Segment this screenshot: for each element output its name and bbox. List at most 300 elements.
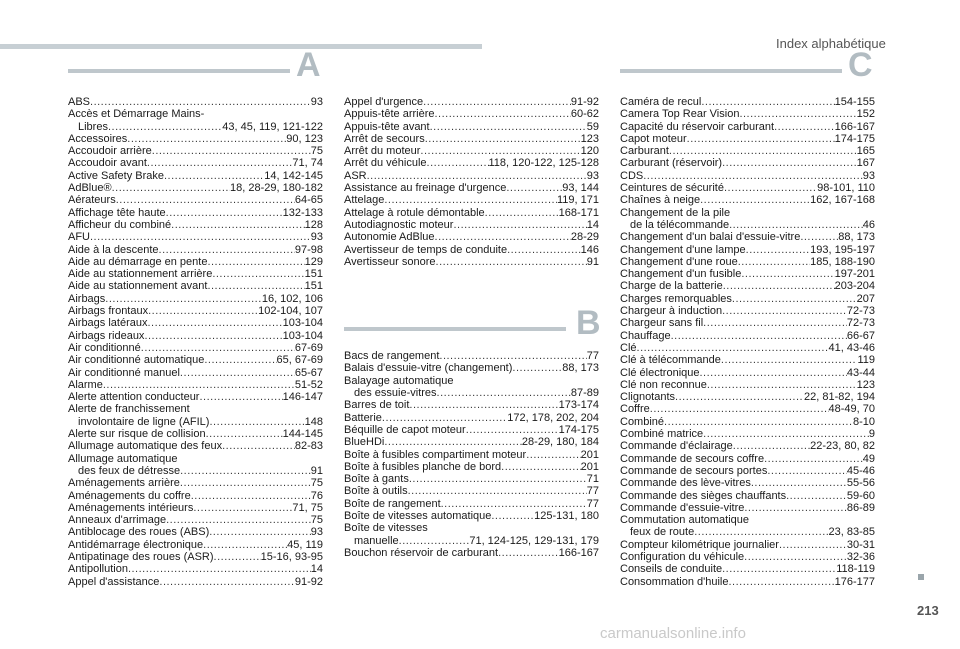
index-entry <box>620 403 875 415</box>
index-column-2 <box>344 96 599 559</box>
leader-dots <box>209 526 311 538</box>
index-entry <box>620 490 875 502</box>
index-entry-pages: 16, 102, 106 <box>261 292 323 305</box>
index-entry-term: Alerte de franchissement <box>68 403 190 416</box>
index-entry <box>620 121 875 133</box>
index-entry <box>344 170 599 182</box>
index-entry-pages: 55-56 <box>846 477 875 490</box>
leader-dots <box>171 219 305 231</box>
leader-dots <box>453 219 586 231</box>
index-entry-term: Attelage à rotule démontable <box>344 206 485 219</box>
index-entry-term: Charges remorquables <box>620 292 732 305</box>
index-entry <box>620 453 875 465</box>
index-entry-pages: 91 <box>310 464 323 477</box>
index-entry-term: Commande d'éclairage <box>620 440 733 453</box>
index-entry-pages: 48-49, 70 <box>828 403 875 416</box>
watermark-text: carmanualsonline.info <box>600 625 746 642</box>
index-entry-pages: 98-101, 110 <box>817 182 875 195</box>
section-rule <box>68 69 290 73</box>
index-entry-pages: 49 <box>862 452 875 465</box>
index-entry-pages: 43-44 <box>846 366 875 379</box>
index-entry-term: Commande de secours portes <box>620 464 768 477</box>
index-entry <box>620 526 875 538</box>
index-entry <box>68 317 323 329</box>
index-entry-pages: 168-171 <box>558 206 599 219</box>
leader-dots <box>700 367 847 379</box>
index-entry <box>344 535 599 547</box>
index-entry <box>68 268 323 280</box>
index-entry-pages: 45-46 <box>846 464 875 477</box>
index-entry <box>344 121 599 133</box>
index-entry-pages: 30-31 <box>846 538 875 551</box>
index-entry-pages: 125-131, 180 <box>534 510 599 523</box>
index-entry-pages: 119 <box>857 354 875 367</box>
index-entry-pages: 103-104 <box>282 329 323 342</box>
index-entry-term: Airbags frontaux <box>68 305 149 318</box>
index-entry-list <box>344 96 599 268</box>
index-entry-term: Chaînes à neige <box>620 194 701 207</box>
index-entry-term: Clé électronique <box>620 366 700 379</box>
index-entry-term: Commande des lève-vitres <box>620 477 751 490</box>
index-entry-term: Clé <box>620 341 637 354</box>
leader-dots <box>382 412 507 424</box>
top-rule <box>0 44 482 49</box>
index-entry-term: ASR <box>344 169 367 182</box>
leader-dots <box>209 416 304 428</box>
leader-dots <box>90 96 311 108</box>
index-entry-pages: 87-89 <box>570 387 599 400</box>
index-entry-pages: 66-67 <box>846 329 875 342</box>
index-entry <box>620 133 875 145</box>
index-entry-term: Appuis-tête avant <box>344 120 430 133</box>
index-entry <box>620 576 875 588</box>
index-entry-term: Combiné <box>620 415 665 428</box>
index-entry-pages: 59-60 <box>846 489 875 502</box>
index-entry-term: Clé non reconnue <box>620 378 707 391</box>
index-entry <box>68 354 323 366</box>
index-entry <box>344 399 599 411</box>
section-letter: A <box>296 46 321 84</box>
index-entry-pages: 118-119 <box>836 563 875 576</box>
index-entry-pages: 86-89 <box>846 501 875 514</box>
index-entry <box>68 576 323 588</box>
index-entry-term: Aérateurs <box>68 194 116 207</box>
index-entry-pages: 154-155 <box>834 96 875 108</box>
index-entry-pages: 71, 75 <box>292 501 323 514</box>
index-entry <box>68 157 323 169</box>
index-entry-term: Libres <box>78 120 108 133</box>
index-entry-pages: 197-201 <box>834 268 875 281</box>
index-entry <box>620 539 875 551</box>
leader-dots <box>669 145 857 157</box>
index-entry <box>68 194 323 206</box>
index-entry <box>344 424 599 436</box>
leader-dots <box>441 498 587 510</box>
index-entry-term: Autonomie AdBlue <box>344 231 435 244</box>
index-entry-pages: 64-65 <box>294 194 323 207</box>
leader-dots <box>204 354 276 366</box>
index-entry-term: Avertisseur de temps de conduite <box>344 243 508 256</box>
index-entry <box>68 256 323 268</box>
index-entry-term: Accoudoir arrière <box>68 145 152 158</box>
index-entry-term: Clignotants <box>620 391 676 404</box>
leader-dots <box>436 256 587 268</box>
index-entry-pages: 128 <box>304 218 323 231</box>
index-entry-pages: 75 <box>310 477 323 490</box>
index-entry <box>620 563 875 575</box>
section-letter: C <box>848 46 873 84</box>
index-entry <box>344 436 599 448</box>
leader-dots <box>637 342 829 354</box>
index-entry <box>620 330 875 342</box>
index-entry <box>68 133 323 145</box>
index-entry-term: manuelle <box>354 534 399 547</box>
section-rule <box>344 327 566 331</box>
leader-dots <box>409 473 587 485</box>
index-entry <box>68 170 323 182</box>
index-entry <box>344 412 599 424</box>
leader-dots <box>739 108 856 120</box>
section-rule <box>620 69 842 73</box>
index-entry <box>620 502 875 514</box>
index-entry-pages: 185, 188-190 <box>810 255 875 268</box>
leader-dots <box>103 379 295 391</box>
index-entry-term: AdBlue® <box>68 182 112 195</box>
index-entry <box>620 354 875 366</box>
leader-dots <box>367 170 587 182</box>
index-entry <box>620 305 875 317</box>
index-entry-pages: 93, 144 <box>562 182 599 195</box>
index-entry-pages: 102-104, 107 <box>258 305 323 318</box>
leader-dots <box>112 182 230 194</box>
leader-dots <box>437 387 571 399</box>
index-entry-pages: 59 <box>586 120 599 133</box>
index-entry-term: de la télécommande <box>630 218 730 231</box>
leader-dots <box>159 576 294 588</box>
index-entry <box>620 317 875 329</box>
leader-dots <box>507 244 581 256</box>
index-entry <box>620 379 875 391</box>
index-entry-term: feux de route <box>630 526 695 539</box>
index-entry-pages: 41, 43-46 <box>828 341 875 354</box>
index-entry-term: Configuration du véhicule <box>620 550 745 563</box>
index-entry-term: Appel d'urgence <box>344 96 424 108</box>
index-entry-pages: 151 <box>304 280 323 293</box>
index-entry-pages: 71, 124-125, 129-131, 179 <box>469 534 599 547</box>
leader-dots <box>707 379 857 391</box>
leader-dots <box>127 133 286 145</box>
index-entry-pages: 91-92 <box>570 96 599 108</box>
leader-dots <box>159 244 295 256</box>
index-entry-term: Antiblocage des roues (ABS) <box>68 526 210 539</box>
index-entry <box>620 268 875 280</box>
index-entry <box>68 539 323 551</box>
index-entry-term: Boîte à outils <box>344 485 408 498</box>
index-entry-term: des feux de détresse <box>78 464 181 477</box>
index-entry-list <box>620 96 875 588</box>
leader-dots <box>774 121 835 133</box>
index-entry-term: Boîte de rangement <box>344 497 441 510</box>
index-entry <box>620 465 875 477</box>
index-entry-term: Affichage tête haute <box>68 206 166 219</box>
index-entry <box>68 502 323 514</box>
index-entry-pages: 88, 173 <box>562 362 599 375</box>
index-entry-pages: 93 <box>310 526 323 539</box>
page-header-title: Index alphabétique <box>776 36 886 51</box>
section-header-c <box>620 46 875 84</box>
page-number: 213 <box>917 603 939 618</box>
index-entry <box>344 108 599 120</box>
index-entry-pages: 146 <box>580 243 599 256</box>
leader-dots <box>779 539 847 551</box>
index-entry <box>620 367 875 379</box>
index-entry-pages: 132-133 <box>282 206 323 219</box>
leader-dots <box>191 490 311 502</box>
index-entry-pages: 166-167 <box>558 546 599 559</box>
index-entry-term: Arrêt du véhicule <box>344 157 427 170</box>
index-entry <box>68 342 323 354</box>
index-entry-term: Capacité du réservoir carburant <box>620 120 775 133</box>
index-entry-list <box>68 96 323 588</box>
index-entry-term: Aide au stationnement arrière <box>68 268 213 281</box>
leader-dots <box>729 576 835 588</box>
leader-dots <box>675 391 804 403</box>
index-entry <box>68 305 323 317</box>
index-entry-term: Barres de toit <box>344 399 410 412</box>
index-entry-term: Bouchon réservoir de carburant <box>344 546 499 559</box>
leader-dots <box>498 547 559 559</box>
index-entry-term: Antipollution <box>68 563 128 576</box>
index-entry <box>620 145 875 157</box>
leader-dots <box>744 502 846 514</box>
leader-dots <box>643 170 863 182</box>
leader-dots <box>741 268 834 280</box>
index-entry-term: Aménagements du coffre <box>68 489 191 502</box>
leader-dots <box>501 461 580 473</box>
index-entry-pages: 71 <box>586 473 599 486</box>
index-entry-pages: 167 <box>856 157 875 170</box>
index-entry-pages: 15-16, 93-95 <box>260 550 323 563</box>
index-entry-pages: 166-167 <box>834 120 875 133</box>
index-entry <box>68 403 323 415</box>
index-entry <box>620 157 875 169</box>
index-entry-term: Capot moteur <box>620 132 687 145</box>
index-entry-term: Avertisseur sonore <box>344 255 436 268</box>
index-entry-term: Autodiagnostic moteur <box>344 218 454 231</box>
leader-dots <box>744 551 847 563</box>
index-entry <box>68 280 323 292</box>
index-entry-pages: 76 <box>310 489 323 502</box>
index-entry <box>344 133 599 145</box>
index-entry-term: Boîte à gants <box>344 473 409 486</box>
index-entry-term: Commande de secours coffre <box>620 452 765 465</box>
index-entry-pages: 93 <box>586 169 599 182</box>
leader-dots <box>423 96 571 108</box>
index-entry <box>68 453 323 465</box>
index-entry-term: BlueHDi <box>344 436 385 449</box>
index-column-3 <box>620 46 875 588</box>
index-entry-pages: 91 <box>586 255 599 268</box>
index-entry-term: Conseils de conduite <box>620 563 723 576</box>
index-entry-pages: 93 <box>310 96 323 108</box>
index-entry-pages: 65, 67-69 <box>276 354 323 367</box>
leader-dots <box>764 453 863 465</box>
index-entry <box>68 379 323 391</box>
leader-dots <box>703 317 847 329</box>
leader-dots <box>722 563 836 575</box>
index-entry-pages: 14, 142-145 <box>264 169 323 182</box>
index-entry-pages: 201 <box>580 448 599 461</box>
index-entry <box>68 182 323 194</box>
leader-dots <box>701 96 834 108</box>
index-entry-term: Chauffage <box>620 329 671 342</box>
index-entry-pages: 67-69 <box>294 341 323 354</box>
index-entry-term: Accessoires <box>68 132 128 145</box>
index-entry-pages: 22, 81-82, 194 <box>804 391 875 404</box>
index-entry-pages: 93 <box>310 231 323 244</box>
index-entry-term: des essuie-vitres <box>354 387 437 400</box>
leader-dots <box>751 477 847 489</box>
index-entry-pages: 88, 173 <box>838 231 875 244</box>
index-entry-term: Boîte à fusibles compartiment moteur <box>344 448 527 461</box>
index-entry <box>344 96 599 108</box>
index-entry-pages: 172, 178, 202, 204 <box>507 411 599 424</box>
index-entry-term: Air conditionné <box>68 341 141 354</box>
index-entry-term: Changement d'une lampe <box>620 243 746 256</box>
index-entry-pages: 201 <box>580 460 599 473</box>
index-entry-term: Aménagements arrière <box>68 477 180 490</box>
index-entry-pages: 207 <box>856 292 875 305</box>
index-entry-term: Airbags latéraux <box>68 317 148 330</box>
index-entry-term: Aménagements intérieurs <box>68 501 194 514</box>
leader-dots <box>439 350 586 362</box>
index-entry-pages: 203-204 <box>834 280 875 293</box>
index-entry-pages: 75 <box>310 514 323 527</box>
index-entry-term: Changement d'une roue <box>620 255 738 268</box>
index-entry-pages: 18, 28-29, 180-182 <box>230 182 323 195</box>
index-entry-term: Assistance au freinage d'urgence <box>344 182 507 195</box>
index-entry-term: Chargeur à induction <box>620 305 723 318</box>
leader-dots <box>164 170 264 182</box>
index-entry-pages: 193, 195-197 <box>810 243 875 256</box>
section-header-a <box>68 46 323 84</box>
index-entry <box>68 391 323 403</box>
index-entry-term: Caméra de recul <box>620 96 702 108</box>
leader-dots <box>425 133 581 145</box>
index-entry-pages: 60-62 <box>570 108 599 121</box>
index-entry <box>620 244 875 256</box>
leader-dots <box>409 399 558 411</box>
index-entry-pages: 77 <box>586 485 599 498</box>
index-entry <box>68 490 323 502</box>
index-entry-term: Allumage automatique des feux <box>68 440 223 453</box>
index-entry-pages: 45, 119 <box>287 538 323 551</box>
index-entry-term: Changement de la pile <box>620 206 731 219</box>
index-entry <box>68 330 323 342</box>
leader-dots <box>526 449 580 461</box>
leader-dots <box>108 121 222 133</box>
index-entry <box>620 231 875 243</box>
index-entry <box>68 514 323 526</box>
index-entry <box>344 231 599 243</box>
leader-dots <box>722 305 847 317</box>
index-entry <box>344 375 599 387</box>
index-entry <box>68 207 323 219</box>
index-entry-term: Antidémarrage électronique <box>68 538 204 551</box>
index-entry-term: Coffre <box>620 403 650 416</box>
index-entry <box>620 514 875 526</box>
index-entry <box>68 219 323 231</box>
index-entry <box>344 194 599 206</box>
index-entry-term: Carburant (réservoir) <box>620 157 723 170</box>
index-entry <box>68 145 323 157</box>
index-entry-pages: 123 <box>856 378 875 391</box>
leader-dots <box>721 354 858 366</box>
index-entry <box>620 293 875 305</box>
index-entry <box>620 440 875 452</box>
index-entry <box>620 182 875 194</box>
index-entry-term: Consommation d'huile <box>620 575 729 588</box>
index-entry-term: Allumage automatique <box>68 452 178 465</box>
index-entry-term: Appuis-tête arrière <box>344 108 435 121</box>
leader-dots <box>207 280 304 292</box>
index-entry <box>344 244 599 256</box>
index-entry <box>620 207 875 219</box>
index-entry-pages: 152 <box>856 108 875 121</box>
index-entry-pages: 14 <box>310 563 323 576</box>
index-entry-pages: 123 <box>580 132 599 145</box>
section-header-b <box>344 304 601 343</box>
page-marker <box>918 574 924 580</box>
leader-dots <box>90 231 311 243</box>
index-entry <box>620 256 875 268</box>
leader-dots <box>203 539 287 551</box>
index-entry-pages: 72-73 <box>846 317 875 330</box>
index-entry-pages: 120 <box>580 145 599 158</box>
index-entry <box>344 219 599 231</box>
index-entry-pages: 144-145 <box>282 428 323 441</box>
index-entry-pages: 119, 171 <box>556 194 599 207</box>
leader-dots <box>724 182 817 194</box>
index-entry-pages: 82-83 <box>294 440 323 453</box>
index-entry <box>620 391 875 403</box>
index-entry <box>344 157 599 169</box>
leader-dots <box>180 465 311 477</box>
index-entry <box>344 387 599 399</box>
index-entry <box>68 96 323 108</box>
leader-dots <box>128 563 311 575</box>
index-entry <box>68 231 323 243</box>
index-entry <box>68 293 323 305</box>
leader-dots <box>723 280 835 292</box>
index-entry-pages: 77 <box>586 350 599 363</box>
leader-dots <box>144 330 282 342</box>
index-entry <box>620 342 875 354</box>
index-entry <box>620 551 875 563</box>
index-entry-term: Carburant <box>620 145 669 158</box>
leader-dots <box>435 108 571 120</box>
index-entry-term: Alerte attention conducteur <box>68 391 200 404</box>
index-entry-term: Antipatinage des roues (ASR) <box>68 550 214 563</box>
index-entry-pages: 75 <box>310 145 323 158</box>
index-entry <box>620 108 875 120</box>
index-entry-pages: 71, 74 <box>292 157 323 170</box>
index-entry-term: Commutation automatique <box>620 514 750 527</box>
leader-dots <box>485 207 559 219</box>
leader-dots <box>207 256 304 268</box>
index-entry-pages: 165 <box>856 145 875 158</box>
index-entry-term: Compteur kilométrique journalier <box>620 538 779 551</box>
